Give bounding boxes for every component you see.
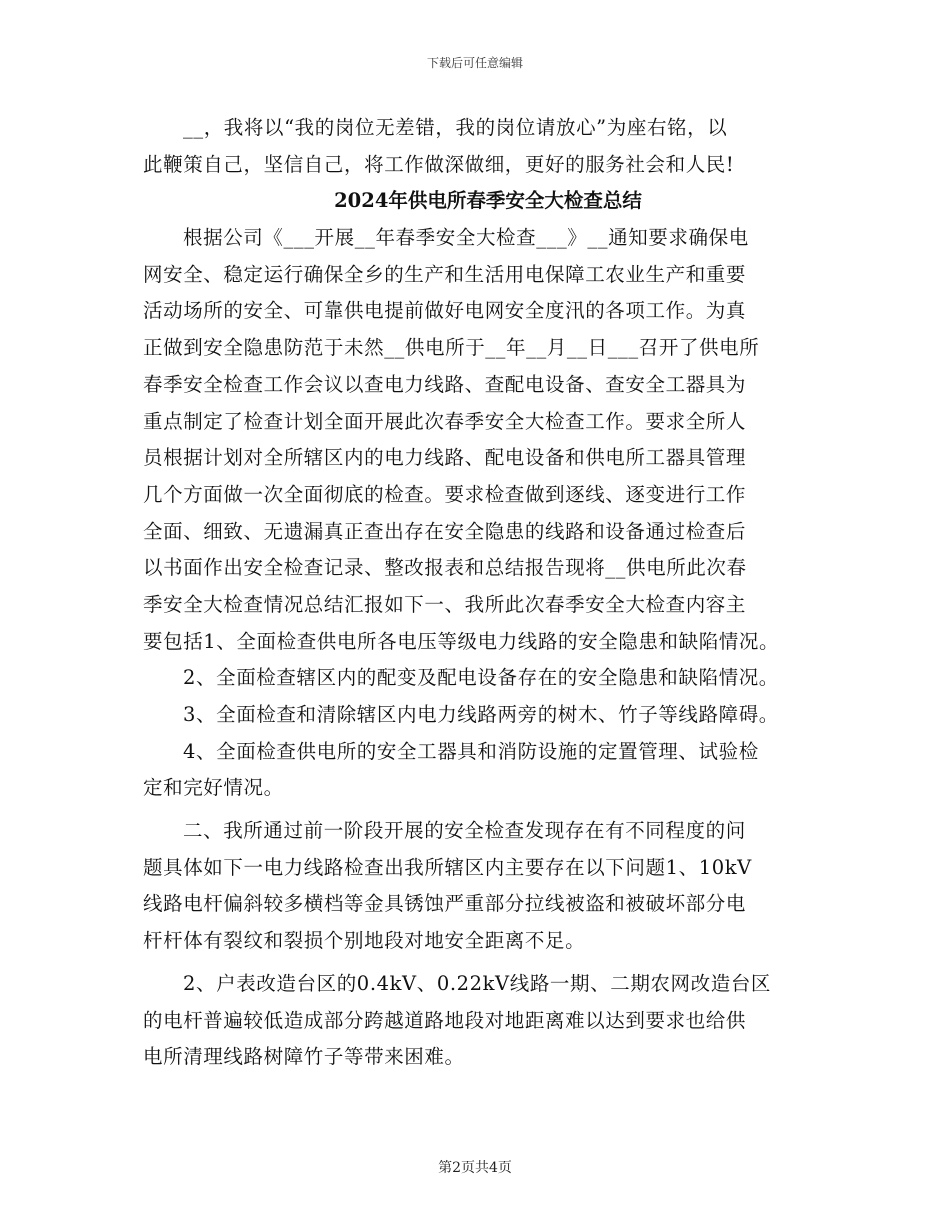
text-line: 全面、细致、无遗漏真正查出存在安全隐患的线路和设备通过检查后 bbox=[143, 519, 747, 543]
text-line: 杆杆体有裂纹和裂损个别地段对地安全距离不足。 bbox=[143, 929, 586, 953]
list-item: 3、全面检查和清除辖区内电力线路两旁的树木、竹子等线路障碍。 bbox=[183, 703, 779, 726]
text-line: 电所清理线路树障竹子等带来困难。 bbox=[143, 1045, 465, 1069]
text-line: 的电杆普遍较低造成部分跨越道路地段对地距离难以达到要求也给供 bbox=[143, 1008, 747, 1032]
text-line: 2、户表改造台区的0.4kV、0.22kV线路一期、二期农网改造台区 bbox=[183, 971, 772, 995]
text-line: 题具体如下一电力线路检查出我所辖区内主要存在以下问题1、10kV bbox=[143, 855, 752, 879]
document-body bbox=[143, 110, 833, 1076]
text-line: 线路电杆偏斜较多横档等金具锈蚀严重部分拉线被盗和被破坏部分电 bbox=[143, 892, 747, 916]
text-line: 春季安全检查工作会议以查电力线路、查配电设备、查安全工器具为 bbox=[143, 372, 747, 396]
text-line: 二、我所通过前一阶段开展的安全检查发现存在有不同程度的问 bbox=[183, 819, 746, 843]
list-item: 2、全面检查辖区内的配变及配电设备存在的安全隐患和缺陷情况。 bbox=[183, 666, 779, 690]
text-line: __，我将以“我的岗位无差错，我的岗位请放心”为座右铭，以 bbox=[183, 116, 728, 139]
text-line: 此鞭策自己，坚信自己，将工作做深做细，更好的服务社会和人民! bbox=[143, 152, 735, 176]
page-footer: 第2页共4页 bbox=[438, 1160, 512, 1176]
text-line: 正做到安全隐患防范于未然__供电所于__年__月__日___召开了供电所 bbox=[143, 336, 760, 360]
document-title: 2024年供电所春季安全大检查总结 bbox=[334, 189, 642, 213]
text-line: 定和完好情况。 bbox=[143, 776, 284, 800]
text-line: 网安全、稳定运行确保全乡的生产和生活用电保障工农业生产和重要 bbox=[143, 262, 747, 286]
page-header: 下载后可任意编辑 bbox=[426, 56, 523, 70]
text-line: 重点制定了检查计划全面开展此次春季安全大检查工作。要求全所人 bbox=[143, 409, 747, 433]
list-item: 4、全面检查供电所的安全工器具和消防设施的定置管理、试验检 bbox=[183, 739, 759, 763]
text-line: 以书面作出安全检查记录、整改报表和总结报告现将__供电所此次春 bbox=[143, 556, 747, 580]
text-line: 员根据计划对全所辖区内的电力线路、配电设备和供电所工器具管理 bbox=[143, 446, 747, 470]
text-line: 根据公司《___开展__年春季安全大检查___》__通知要求确保电 bbox=[183, 226, 749, 250]
text-line: 季安全大检查情况总结汇报如下一、我所此次春季安全大检查内容主 bbox=[143, 592, 747, 616]
text-line: 活动场所的安全、可靠供电提前做好电网安全度汛的各项工作。为真 bbox=[143, 299, 747, 323]
text-line: 要包括1、全面检查供电所各电压等级电力线路的安全隐患和缺陷情况。 bbox=[143, 629, 780, 653]
text-line: 几个方面做一次全面彻底的检查。要求检查做到逐线、逐变进行工作 bbox=[143, 482, 747, 506]
